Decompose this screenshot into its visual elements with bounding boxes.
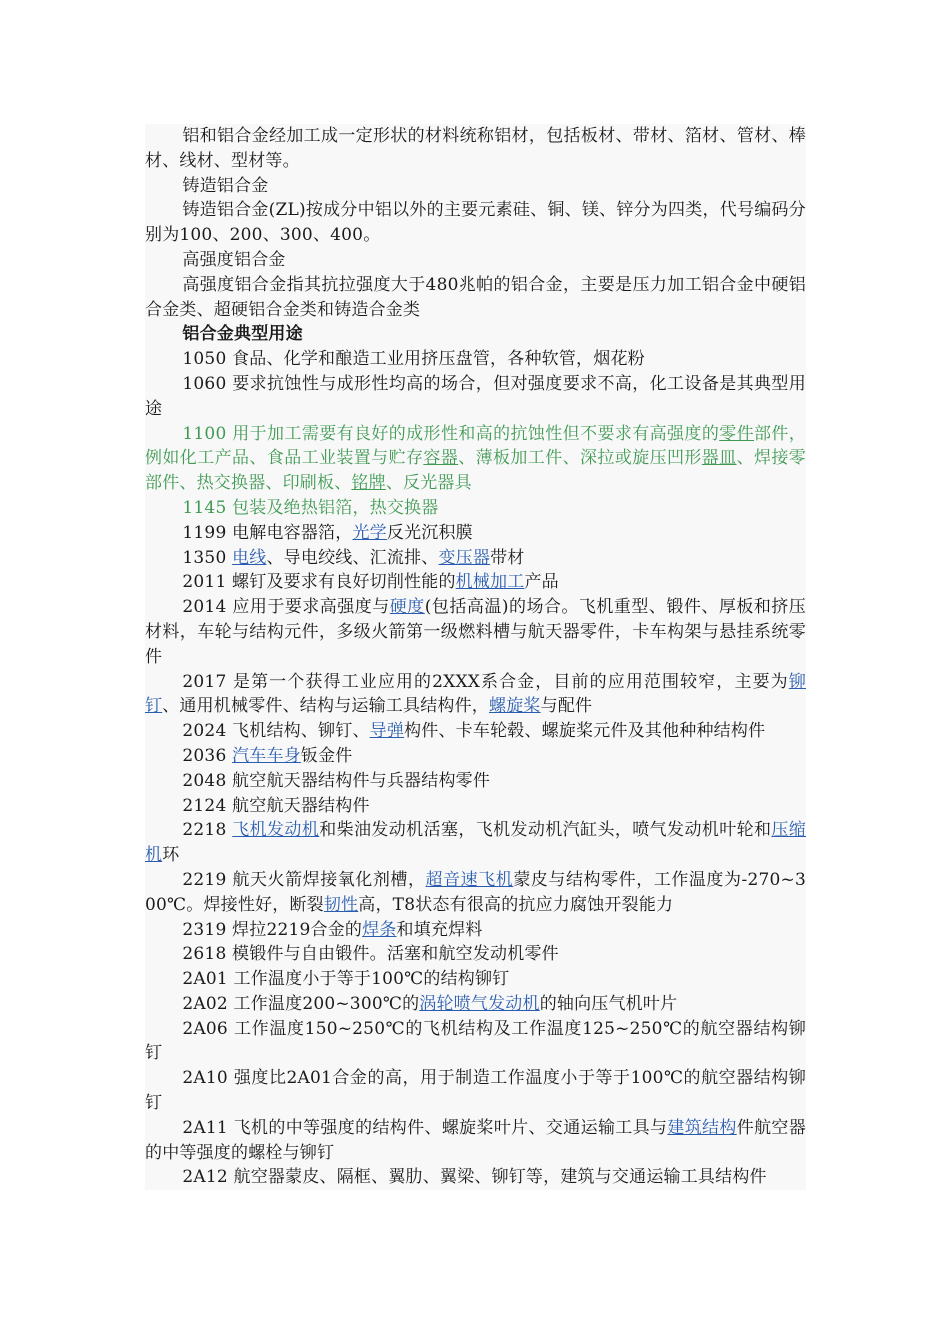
hyperlink[interactable]: 螺旋桨 (489, 696, 541, 717)
paragraph (145, 942, 806, 967)
text-run: 2A11 飞机的中等强度的结构件、螺旋桨叶片、交通运输工具与 (182, 1117, 668, 1138)
paragraph (145, 744, 806, 769)
text-run: 2A01 工作温度小于等于100℃的结构铆钉 (182, 969, 510, 990)
text-run: 和填充焊料 (396, 919, 483, 940)
text-run: 2219 航天火箭焊接氧化剂槽， (182, 869, 426, 890)
text-run: 产品 (524, 572, 559, 593)
paragraph (145, 1116, 806, 1166)
paragraph (145, 918, 806, 943)
paragraph (145, 992, 806, 1017)
text-run: 铝和铝合金经加工成一定形状的材料统称铝材，包括板材、带材、箔材、管材、棒材、线材、型材等。 (145, 126, 806, 171)
paragraph (145, 422, 806, 496)
paragraph (145, 347, 806, 372)
text-run: 2024 飞机结构、铆钉、 (182, 721, 370, 742)
text-run: 2017 是第一个获得工业应用的2XXX系合金，目前的应用范围较窄，主要为 (182, 671, 789, 692)
paragraph (145, 570, 806, 595)
paragraph (145, 769, 806, 794)
text-run: 、薄板加工件、深拉或旋压凹形 (458, 448, 702, 469)
hyperlink[interactable]: 变压器 (438, 547, 491, 568)
text-run: 2011 螺钉及要求有良好切削性能的 (182, 572, 456, 593)
hyperlink[interactable]: 涡轮喷气发动机 (419, 993, 540, 1014)
paragraph (145, 248, 806, 273)
text-run: 和柴油发动机活塞，飞机发动机汽缸头，喷气发动机叶轮和 (319, 820, 772, 841)
hyperlink[interactable]: 韧性 (323, 894, 359, 915)
hyperlink[interactable]: 硬度 (389, 597, 425, 618)
text-run: 2618 模锻件与自由锻件。活塞和航空发动机零件 (182, 944, 559, 965)
text-run: 、焊接零部件、热交换器、印刷板、 (145, 448, 807, 494)
paragraph (145, 273, 806, 323)
text-run: 1050 食品、化学和酿造工业用挤压盘管，各种软管，烟花粉 (182, 349, 645, 370)
paragraph (145, 496, 806, 521)
text-run: 钣金件 (300, 745, 353, 766)
text-run: 高，T8状态有很高的抗应力腐蚀开裂能力 (358, 894, 674, 915)
document-page (145, 124, 806, 1190)
text-run: 2048 航空航天器结构件与兵器结构零件 (182, 770, 491, 791)
text-run: 高强度铝合金指其抗拉强度大于480兆帕的铝合金，主要是压力加工铝合金中硬铝合金类、超硬铝合金类和铸造合金类 (145, 274, 806, 320)
text-run: 与配件 (540, 696, 593, 717)
hyperlink[interactable]: 机械加工 (455, 572, 525, 593)
hyperlink[interactable]: 器皿 (701, 448, 737, 469)
text-run: 2124 航空航天器结构件 (182, 795, 370, 816)
text-run: 1350 (182, 547, 233, 568)
paragraph (145, 868, 806, 918)
text-run: 2036 (182, 745, 233, 766)
text-run: 铸造铝合金 (182, 175, 269, 196)
text-run: 铸造铝合金(ZL)按成分中铝以外的主要元素硅、铜、镁、锌分为四类，代号编码分别为100、200、300、400。 (145, 200, 806, 246)
text-run: 2218 (182, 820, 233, 841)
hyperlink[interactable]: 铭牌 (351, 473, 386, 494)
text-run: 2A06 工作温度150~250℃的飞机结构及工作温度125~250℃的航空器结构铆钉 (145, 1018, 806, 1064)
paragraph (145, 521, 806, 546)
text-run: 1100 用于加工需要有良好的成形性和高的抗蚀性但不要求有高强度的 (182, 423, 720, 444)
text-run: 2014 应用于要求高强度与 (182, 597, 390, 618)
text-run: 部件，例如化工产品、食品工业装置与贮存 (145, 423, 806, 469)
hyperlink[interactable]: 导弹 (369, 721, 405, 742)
text-run: 高强度铝合金 (182, 249, 286, 270)
hyperlink[interactable]: 电线 (232, 547, 267, 568)
text-run: 的轴向压气机叶片 (539, 993, 678, 1014)
paragraph (145, 1066, 806, 1116)
hyperlink[interactable]: 铆钉 (145, 671, 806, 717)
section-heading (145, 322, 806, 347)
text-run: 1145 包装及绝热铝箔，热交换器 (182, 497, 439, 518)
text-run: 1060 要求抗蚀性与成形性均高的场合，但对强度要求不高，化工设备是其典型用途 (145, 373, 806, 419)
text-run: 2A12 航空器蒙皮、隔框、翼肋、翼梁、铆钉等，建筑与交通运输工具结构件 (182, 1167, 767, 1188)
hyperlink[interactable]: 汽车车身 (232, 745, 301, 766)
paragraph (145, 719, 806, 744)
paragraph (145, 124, 806, 174)
paragraph (145, 1165, 806, 1190)
text-run: (包括高温)的场合。飞机重型、锻件、厚板和挤压材料，车轮与结构元件，多级火箭第一级燃料槽与航天器零件，卡车构架与悬挂系统零件 (145, 597, 806, 667)
text-run: 1199 电解电容器箔， (182, 522, 353, 543)
paragraph (145, 546, 806, 571)
hyperlink[interactable]: 容器 (423, 448, 459, 469)
hyperlink[interactable]: 光学 (352, 522, 387, 543)
hyperlink[interactable]: 飞机发动机 (232, 820, 320, 841)
paragraph (145, 818, 806, 868)
paragraph (145, 174, 806, 199)
text-run: 蒙皮与结构零件，工作温度为-270~300℃。焊接性好，断裂 (145, 869, 806, 915)
paragraph (145, 198, 806, 248)
text-run: 件航空器的中等强度的螺栓与铆钉 (145, 1117, 806, 1163)
text-run: 反光沉积膜 (386, 522, 473, 543)
text-run: 2A02 工作温度200~300℃的 (182, 993, 420, 1014)
text-run: 2A10 强度比2A01合金的高，用于制造工作温度小于等于100℃的航空器结构铆钉 (145, 1068, 806, 1114)
text-run: 2319 焊拉2219合金的 (182, 919, 363, 940)
text-run: 带材 (490, 547, 525, 568)
paragraph (145, 794, 806, 819)
paragraph (145, 595, 806, 669)
text-run: 构件、卡车轮毂、螺旋桨元件及其他种种结构件 (404, 721, 766, 742)
text-run: 环 (162, 845, 180, 866)
text-run: 、导电绞线、汇流排、 (266, 547, 439, 568)
paragraph (145, 967, 806, 992)
text-run: 、通用机械零件、结构与运输工具结构件， (162, 696, 490, 717)
text-run: 、反光器具 (385, 473, 472, 494)
paragraph (145, 372, 806, 422)
hyperlink[interactable]: 超音速飞机 (425, 869, 514, 890)
paragraph (145, 670, 806, 720)
hyperlink[interactable]: 零件 (719, 423, 755, 444)
hyperlink[interactable]: 建筑结构 (667, 1117, 737, 1138)
hyperlink[interactable]: 焊条 (362, 919, 397, 940)
paragraph (145, 1017, 806, 1067)
text-run: 铝合金典型用途 (182, 324, 303, 345)
hyperlink[interactable]: 压缩机 (145, 820, 806, 866)
